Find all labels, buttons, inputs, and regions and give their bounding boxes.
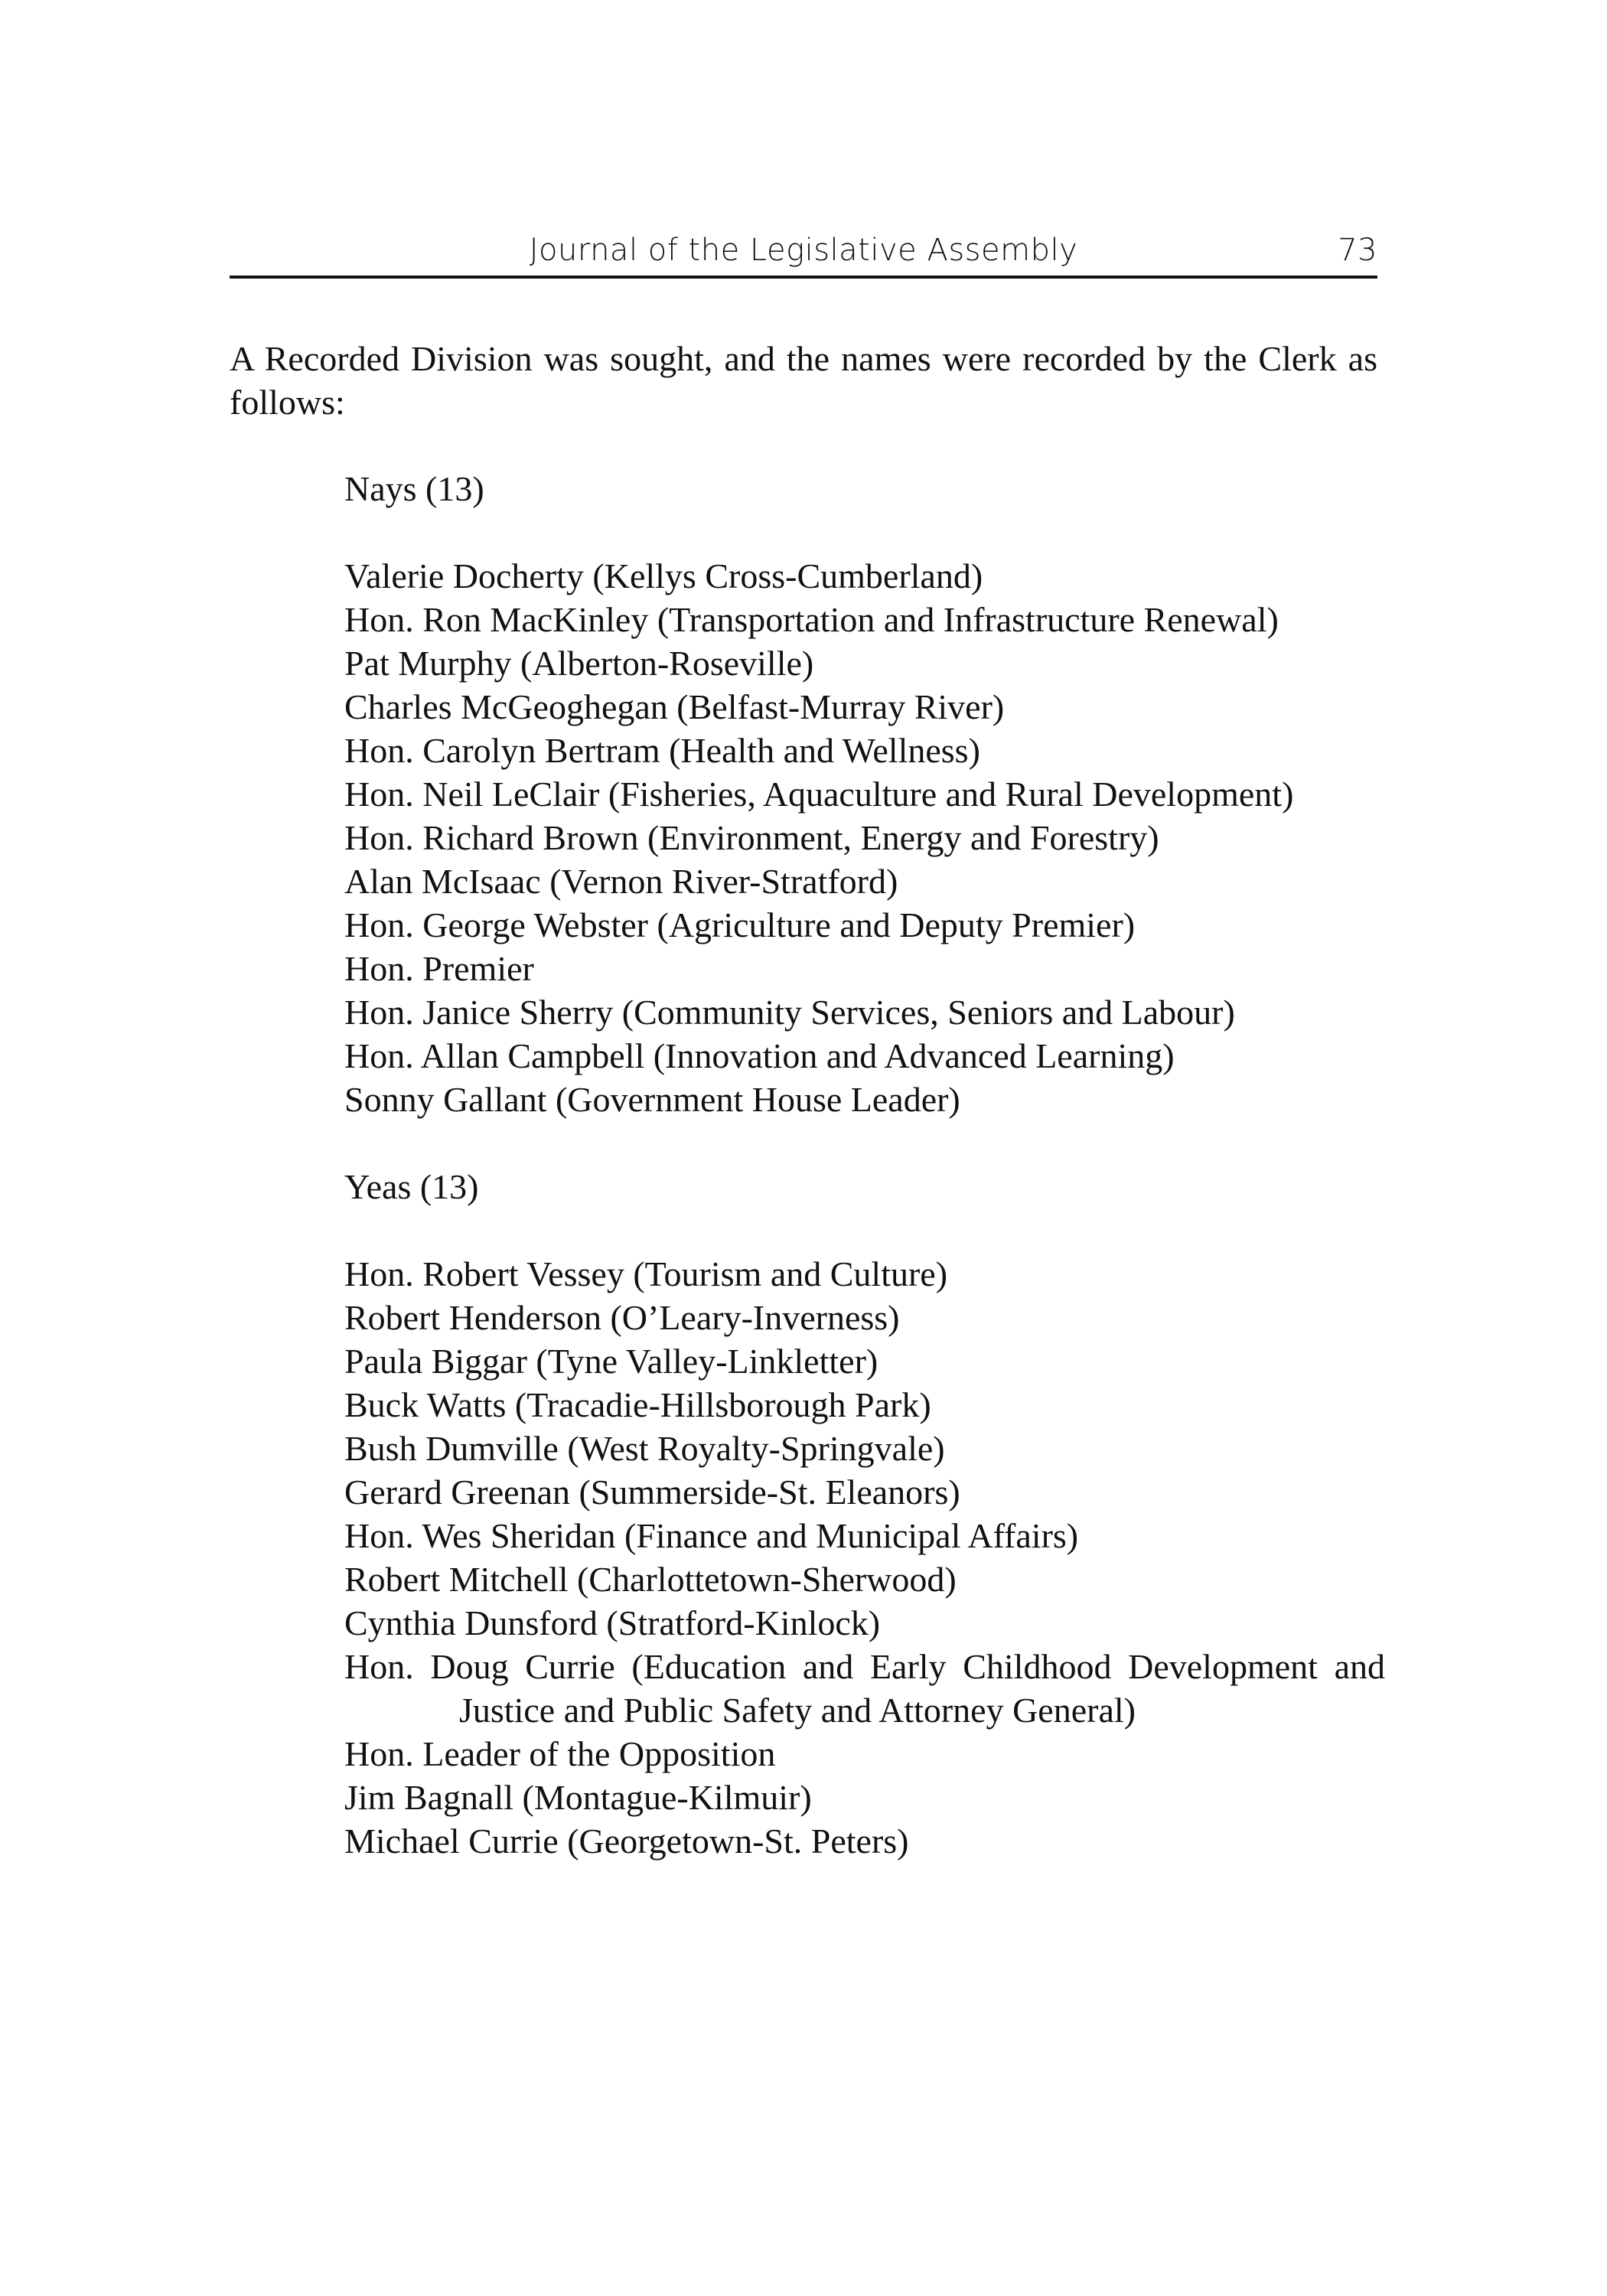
nays-heading: Nays (13) [344,469,484,508]
nays-member: Alan McIsaac (Vernon River-Stratford) [344,862,898,901]
intro-paragraph: A Recorded Division was sought, and the names were recorded by the Clerk as follows: [230,339,1377,422]
yeas-member: Cynthia Dunsford (Stratford-Kinlock) [344,1603,881,1642]
yeas-heading: Yeas (13) [344,1167,479,1206]
journal-title: Journal of the Legislative Assembly [529,233,1078,268]
yeas-member: Hon. Leader of the Opposition [344,1734,776,1773]
nays-member: Hon. George Webster (Agriculture and Deputy Premier) [344,905,1136,944]
yeas-member: Gerard Greenan (Summerside-St. Eleanors) [344,1473,960,1512]
spacer [344,510,1385,554]
yeas-member: Hon. Robert Vessey (Tourism and Culture) [344,1254,948,1293]
nays-member: Hon. Premier [344,949,534,988]
nays-list [344,554,1385,1121]
yeas-member: Michael Currie (Georgetown-St. Peters) [344,1821,909,1861]
spacer [344,1208,1385,1252]
yeas-member: Jim Bagnall (Montague-Kilmuir) [344,1778,812,1817]
nays-member: Sonny Gallant (Government House Leader) [344,1080,960,1119]
recorded-division [344,467,1385,1863]
yeas-member: Hon. Wes Sheridan (Finance and Municipal Affairs) [344,1516,1079,1555]
yeas-member: Robert Henderson (O’Leary-Inverness) [344,1298,900,1337]
nays-member: Valerie Docherty (Kellys Cross-Cumberland) [344,556,983,595]
yeas-member: Hon. Doug Currie (Education and Early Childhood Development and Justice and Public Safety and Attorney General) [344,1647,1385,1730]
nays-member: Hon. Ron MacKinley (Transportation and Infrastructure Renewal) [344,600,1279,639]
yeas-member: Bush Dumville (West Royalty-Springvale) [344,1429,945,1468]
yeas-member: Robert Mitchell (Charlottetown-Sherwood) [344,1560,957,1599]
nays-member: Hon. Carolyn Bertram (Health and Wellness) [344,731,980,770]
spacer [344,1121,1385,1165]
nays-member: Hon. Richard Brown (Environment, Energy and Forestry) [344,818,1159,857]
yeas-member: Paula Biggar (Tyne Valley-Linkletter) [344,1342,878,1381]
yeas-list [344,1252,1385,1863]
nays-member: Hon. Neil LeClair (Fisheries, Aquaculture and Rural Development) [344,775,1294,814]
nays-member: Pat Murphy (Alberton-Roseville) [344,644,814,683]
page-header [230,230,1377,279]
nays-member: Charles McGeoghegan (Belfast-Murray River) [344,687,1005,726]
nays-member: Hon. Janice Sherry (Community Services, Seniors and Labour) [344,993,1235,1032]
page-number: 73 [1338,233,1377,268]
yeas-member: Buck Watts (Tracadie-Hillsborough Park) [344,1385,931,1424]
nays-member: Hon. Allan Campbell (Innovation and Advanced Learning) [344,1036,1175,1075]
